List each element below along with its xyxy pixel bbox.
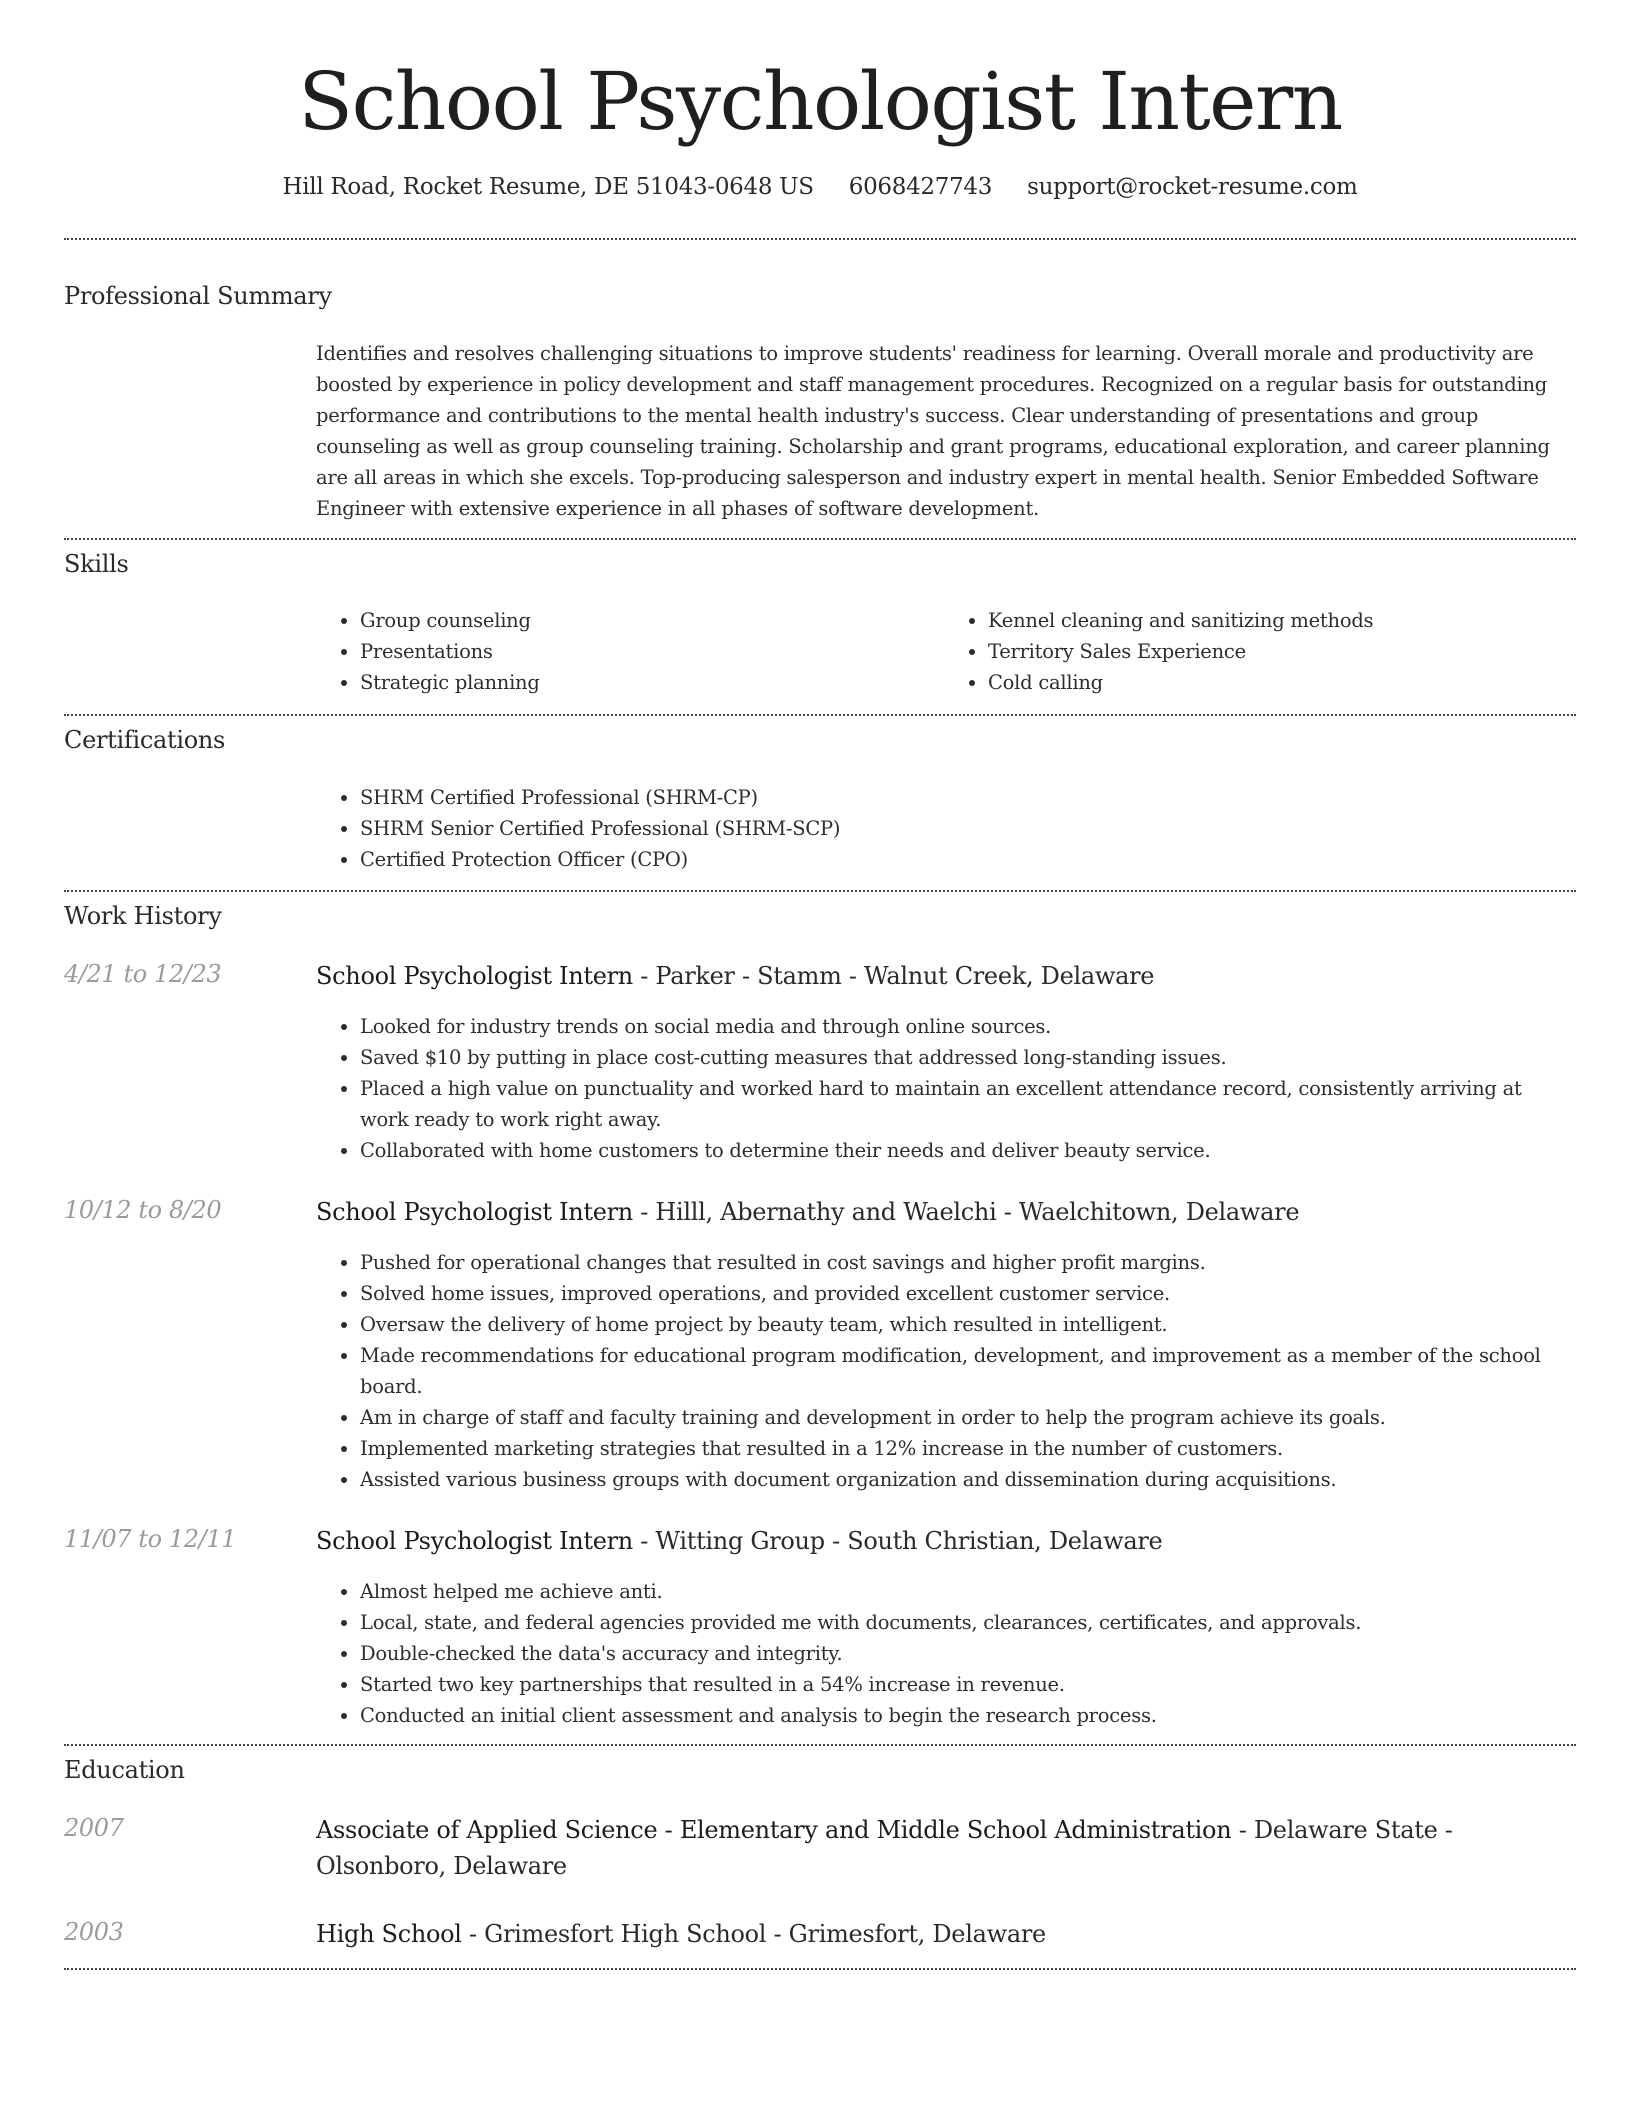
- job-title: [316, 958, 1572, 994]
- job-dates: 4/21 to 12/23: [64, 960, 222, 988]
- job-employer: - Hilll, Abernathy and Waelchi - Waelchitown, Delaware: [632, 1198, 1300, 1226]
- skill-item: • Strategic planning: [360, 667, 944, 698]
- work-heading: Work History: [64, 902, 222, 930]
- job-bullet: • Made recommendations for educational program modification, development, and improvement as a member of the school board.: [360, 1340, 1572, 1402]
- job-employer: - Parker - Stamm - Walnut Creek, Delaware: [632, 962, 1155, 990]
- skill-item: • Cold calling: [988, 667, 1572, 698]
- job-bullet: • Oversaw the delivery of home project by beauty team, which resulted in intelligent.: [360, 1309, 1572, 1340]
- skill-item: • Kennel cleaning and sanitizing methods: [988, 605, 1572, 636]
- job-employer: - Witting Group - South Christian, Delaware: [632, 1527, 1163, 1555]
- job-role: School Psychologist Intern: [316, 1198, 633, 1226]
- job-bullets: [316, 1576, 1572, 1731]
- education-year: 2003: [64, 1918, 124, 1946]
- job-dates: 10/12 to 8/20: [64, 1196, 222, 1224]
- skill-item: • Presentations: [360, 636, 944, 667]
- job-bullet: • Am in charge of staff and faculty training and development in order to help the program achieve its goals.: [360, 1402, 1572, 1433]
- job-bullet: • Solved home issues, improved operations, and provided excellent customer service.: [360, 1278, 1572, 1309]
- job-bullet: • Looked for industry trends on social media and through online sources.: [360, 1011, 1572, 1042]
- contact-line: [64, 170, 1576, 204]
- divider: [64, 538, 1576, 540]
- certification-item: • Certified Protection Officer (CPO): [360, 844, 1572, 875]
- summary-text: Identifies and resolves challenging situations to improve students' readiness for learning. Overall morale and productivity are boosted by experience in policy development and staff management procedures. Recognized on a regular basis for outstanding performance and contributions to the mental health industry's success. Clear understanding of presentations and group counseling as well as group counseling training. Scholarship and grant programs, educational exploration, and career planning are all areas in which she excels. Top-producing salesperson and industry expert in mental health. Senior Embedded Software Engineer with extensive experience in all phases of software development.: [316, 342, 1550, 520]
- job-bullet: • Local, state, and federal agencies provided me with documents, clearances, certificates, and approvals.: [360, 1607, 1572, 1638]
- contact-email: support@rocket-resume.com: [1027, 174, 1358, 200]
- job-bullet: • Assisted various business groups with document organization and dissemination during acquisitions.: [360, 1464, 1572, 1495]
- job-bullet: • Almost helped me achieve anti.: [360, 1576, 1572, 1607]
- job-bullet: • Conducted an initial client assessment and analysis to begin the research process.: [360, 1700, 1572, 1731]
- divider: [64, 714, 1576, 716]
- education-heading: Education: [64, 1756, 185, 1784]
- contact-address: Hill Road, Rocket Resume, DE 51043-0648 US: [282, 174, 814, 200]
- job-bullet: • Collaborated with home customers to determine their needs and deliver beauty service.: [360, 1135, 1572, 1166]
- job-bullets: [316, 1011, 1572, 1166]
- skill-item: • Territory Sales Experience: [988, 636, 1572, 667]
- education-year: 2007: [64, 1814, 124, 1842]
- education-entry: [316, 1812, 1572, 1884]
- skills-heading: Skills: [64, 550, 129, 578]
- contact-phone: 6068427743: [848, 174, 993, 200]
- job-title: [316, 1523, 1572, 1559]
- certification-item: • SHRM Certified Professional (SHRM-CP): [360, 782, 1572, 813]
- education-degree: High School: [316, 1920, 462, 1948]
- education-entry: [316, 1916, 1572, 1952]
- job-title: [316, 1194, 1572, 1230]
- skills-column-left: [316, 605, 944, 698]
- job-bullet: • Implemented marketing strategies that resulted in a 12% increase in the number of customers.: [360, 1433, 1572, 1464]
- job-bullet: • Started two key partnerships that resulted in a 54% increase in revenue.: [360, 1669, 1572, 1700]
- skills-column-right: [944, 605, 1572, 698]
- skill-item: • Group counseling: [360, 605, 944, 636]
- job-bullet: • Pushed for operational changes that resulted in cost savings and higher profit margins.: [360, 1247, 1572, 1278]
- job-role: School Psychologist Intern: [316, 1527, 633, 1555]
- education-degree: Associate of Applied Science - Elementary and Middle School Administration: [316, 1816, 1232, 1844]
- job-role: School Psychologist Intern: [316, 962, 633, 990]
- candidate-name: School Psychologist Intern: [298, 55, 1342, 148]
- summary-heading: Professional Summary: [64, 282, 332, 310]
- job-dates: 11/07 to 12/11: [64, 1525, 237, 1553]
- job-bullet: • Double-checked the data's accuracy and integrity.: [360, 1638, 1572, 1669]
- certifications-list: [316, 782, 1572, 875]
- education-school: - Delaware State - Olsonboro, Delaware: [316, 1816, 1453, 1880]
- divider: [64, 890, 1576, 892]
- job-bullet: • Placed a high value on punctuality and worked hard to maintain an excellent attendance record, consistently arriving at work ready to work right away.: [360, 1073, 1572, 1135]
- job-bullet: • Saved $10 by putting in place cost-cutting measures that addressed long-standing issues.: [360, 1042, 1572, 1073]
- certifications-heading: Certifications: [64, 726, 226, 754]
- divider: [64, 1744, 1576, 1746]
- job-bullets: [316, 1247, 1572, 1495]
- education-school: - Grimesfort High School - Grimesfort, Delaware: [461, 1920, 1046, 1948]
- divider: [64, 238, 1576, 240]
- divider: [64, 1968, 1576, 1970]
- skills-list: [316, 605, 1572, 698]
- certification-item: • SHRM Senior Certified Professional (SHRM-SCP): [360, 813, 1572, 844]
